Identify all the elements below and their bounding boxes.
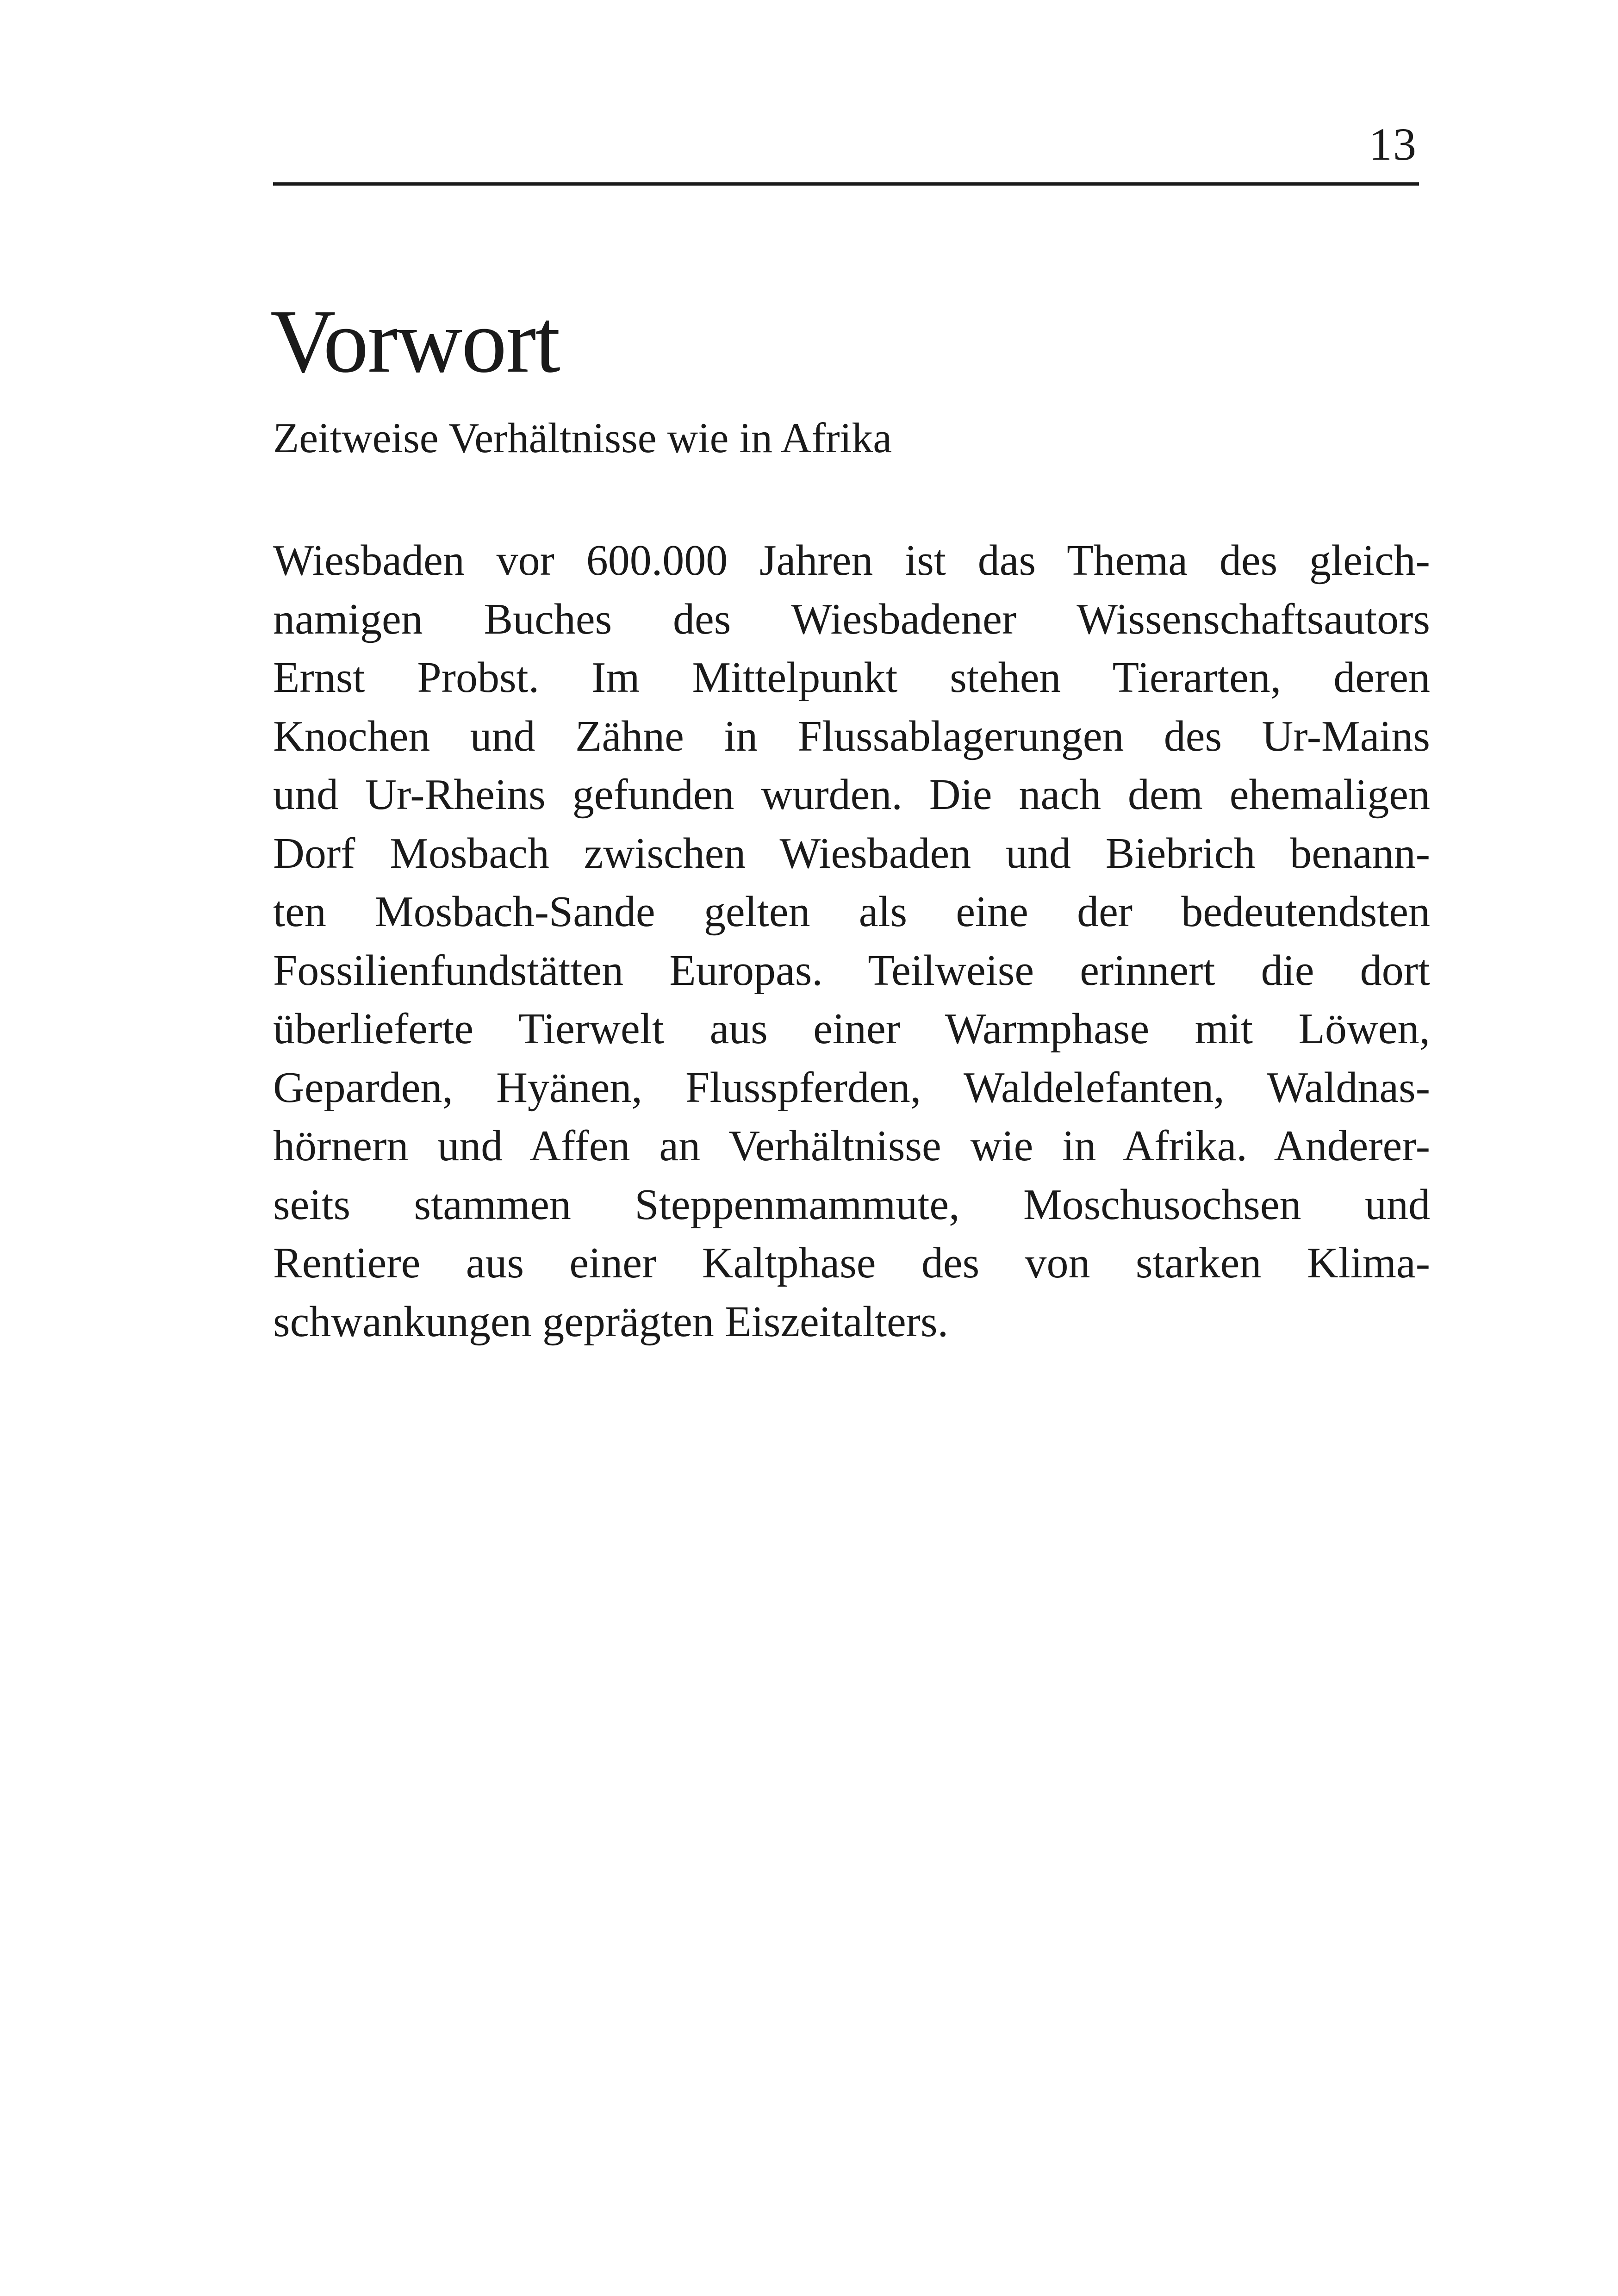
body-line: Ernst Probst. Im Mittelpunkt stehen Tierarten, deren: [273, 653, 1430, 702]
body-line: Geparden, Hyänen, Flusspferden, Waldelefanten, Waldnas-: [273, 1063, 1430, 1112]
body-line: seits stammen Steppenmammute, Moschusochsen und: [273, 1180, 1430, 1229]
body-line: Dorf Mosbach zwischen Wiesbaden und Biebrich benann-: [273, 829, 1430, 877]
body-line: überlieferte Tierwelt aus einer Warmphase mit Löwen,: [273, 1005, 1430, 1053]
header-rule: [273, 182, 1419, 186]
body-line: ten Mosbach-Sande gelten als eine der bedeutendsten: [273, 888, 1430, 936]
chapter-title: Vorwort: [270, 291, 560, 392]
body-paragraph: [273, 531, 1430, 1351]
body-line: Knochen und Zähne in Flussablagerungen des Ur-Mains: [273, 712, 1430, 760]
body-line: hörnern und Affen an Verhältnisse wie in Afrika. Anderer-: [273, 1122, 1430, 1170]
body-line: schwankungen geprägten Eiszeitalters.: [273, 1297, 949, 1346]
body-line: und Ur-Rheins gefunden wurden. Die nach dem ehemaligen: [273, 771, 1430, 819]
body-line: Rentiere aus einer Kaltphase des von starken Klima-: [273, 1239, 1430, 1287]
page-number: 13: [1369, 118, 1417, 170]
body-line: Wiesbaden vor 600.000 Jahren ist das Thema des gleich-: [273, 536, 1430, 585]
chapter-subtitle: Zeitweise Verhältnisse wie in Afrika: [273, 414, 892, 461]
body-line: namigen Buches des Wiesbadener Wissenschaftsautors: [273, 595, 1430, 643]
body-line: Fossilienfundstätten Europas. Teilweise erinnert die dort: [273, 946, 1430, 995]
